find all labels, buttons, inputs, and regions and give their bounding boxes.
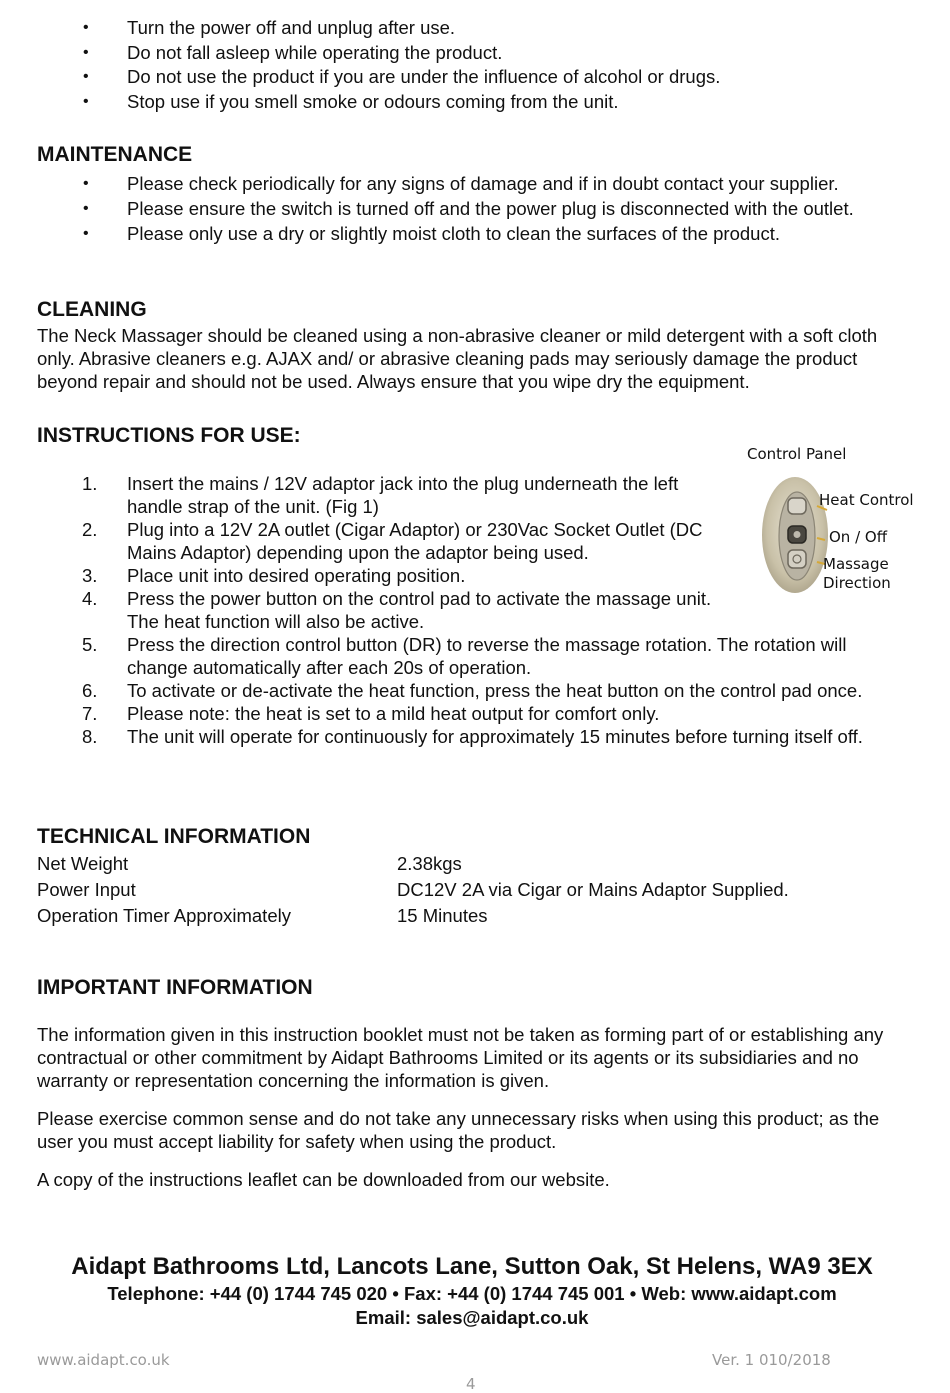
- control-panel-figure: [745, 444, 935, 604]
- maintenance-list: [0, 172, 910, 245]
- important-paragraph: A copy of the instructions leaflet can be downloaded from our website.: [37, 1169, 610, 1190]
- list-item: 2. Plug into a 12V 2A outlet (Cigar Adaptor) or 230Vac Socket Outlet (DC Mains Adaptor) depending upon the adaptor being used.: [82, 519, 703, 563]
- list-item: • Please only use a dry or slightly moist cloth to clean the surfaces of the product.: [83, 223, 780, 244]
- tech-value: 2.38kgs: [397, 853, 462, 874]
- tech-value: DC12V 2A via Cigar or Mains Adaptor Supplied.: [397, 879, 789, 900]
- list-item: 3. Place unit into desired operating position.: [82, 565, 466, 586]
- bullet-icon: •: [83, 19, 89, 36]
- tech-label: Operation Timer Approximately: [37, 905, 291, 926]
- maintenance-heading: MAINTENANCE: [37, 143, 193, 166]
- massage-label: Massage: [823, 555, 889, 573]
- page-number: 4: [466, 1375, 476, 1393]
- list-item: • Do not use the product if you are under the influence of alcohol or drugs.: [83, 66, 721, 87]
- list-item: 1. Insert the mains / 12V adaptor jack into the plug underneath the left handle strap of the unit. (Fig 1): [82, 473, 679, 517]
- tech-label: Net Weight: [37, 853, 129, 874]
- version-footer: Ver. 1 010/2018: [712, 1351, 831, 1369]
- bullet-icon: •: [83, 92, 89, 110]
- important-paragraph: The information given in this instruction booklet must not be taken as forming part of or establishing any contractual or other commitment by Aidapt Bathrooms Limited or its agents or its subsidiaries and no warranty or representation concerning the information is given.: [37, 1024, 884, 1091]
- list-item: • Do not fall asleep while operating the product.: [83, 41, 503, 63]
- important-paragraph: Please exercise common sense and do not take any unnecessary risks when using this product; as the user you must accept liability for safety when using the product.: [37, 1108, 880, 1152]
- bullet-icon: •: [83, 200, 89, 217]
- list-item: 6. To activate or de-activate the heat function, press the heat button on the control pad once.: [82, 680, 863, 701]
- bullet-icon: •: [83, 43, 89, 61]
- bullet-icon: •: [83, 225, 89, 242]
- contact-line: Telephone: +44 (0) 1744 745 020 • Fax: +44 (0) 1744 745 001 • Web: www.aidapt.com: [107, 1283, 837, 1304]
- important-heading: IMPORTANT INFORMATION: [37, 976, 313, 999]
- list-item: • Stop use if you smell smoke or odours coming from the unit.: [83, 90, 619, 112]
- safety-list: [0, 16, 910, 114]
- tech-value: 15 Minutes: [397, 905, 488, 926]
- instructions-heading: INSTRUCTIONS FOR USE:: [37, 424, 301, 447]
- list-item: • Turn the power off and unplug after use.: [83, 17, 456, 38]
- on-off-label: On / Off: [829, 528, 888, 546]
- list-item: 8. The unit will operate for continuously for approximately 15 minutes before turning itself off.: [82, 726, 863, 747]
- company-address: Aidapt Bathrooms Ltd, Lancots Lane, Sutton Oak, St Helens, WA9 3EX: [71, 1253, 873, 1280]
- list-item: 7. Please note: the heat is set to a mild heat output for comfort only.: [82, 703, 660, 724]
- list-item: • Please check periodically for any signs of damage and if in doubt contact your supplier.: [83, 173, 839, 194]
- email-line: Email: sales@aidapt.co.uk: [355, 1307, 589, 1328]
- heat-button-icon: [788, 498, 806, 514]
- list-item: 4. Press the power button on the control pad to activate the massage unit. The heat function will also be active.: [82, 588, 712, 632]
- list-item: 5. Press the direction control button (DR) to reverse the massage rotation. The rotation will change automatically after each 20s of operation.: [82, 634, 847, 678]
- control-panel-title: Control Panel: [747, 445, 847, 463]
- direction-label: Direction: [823, 574, 891, 592]
- cleaning-heading: CLEANING: [37, 298, 147, 321]
- bullet-icon: •: [83, 68, 89, 85]
- heat-control-label: Heat Control: [819, 491, 914, 509]
- cleaning-paragraph: The Neck Massager should be cleaned using a non-abrasive cleaner or mild detergent with a soft cloth only. Abrasive cleaners e.g. AJAX and/ or abrasive cleaning pads may seriously damage the product beyond repair and should not be used. Always ensure that you wipe dry the equipment.: [37, 325, 878, 392]
- technical-heading: TECHNICAL INFORMATION: [37, 825, 311, 848]
- table-row: [37, 878, 917, 903]
- tech-label: Power Input: [37, 879, 136, 900]
- website-footer: www.aidapt.co.uk: [37, 1351, 170, 1369]
- bullet-icon: •: [83, 175, 89, 192]
- table-row: [37, 904, 917, 929]
- direction-button-icon: [788, 550, 806, 568]
- table-row: [37, 852, 917, 877]
- list-item: • Please ensure the switch is turned off and the power plug is disconnected with the outlet.: [83, 198, 854, 219]
